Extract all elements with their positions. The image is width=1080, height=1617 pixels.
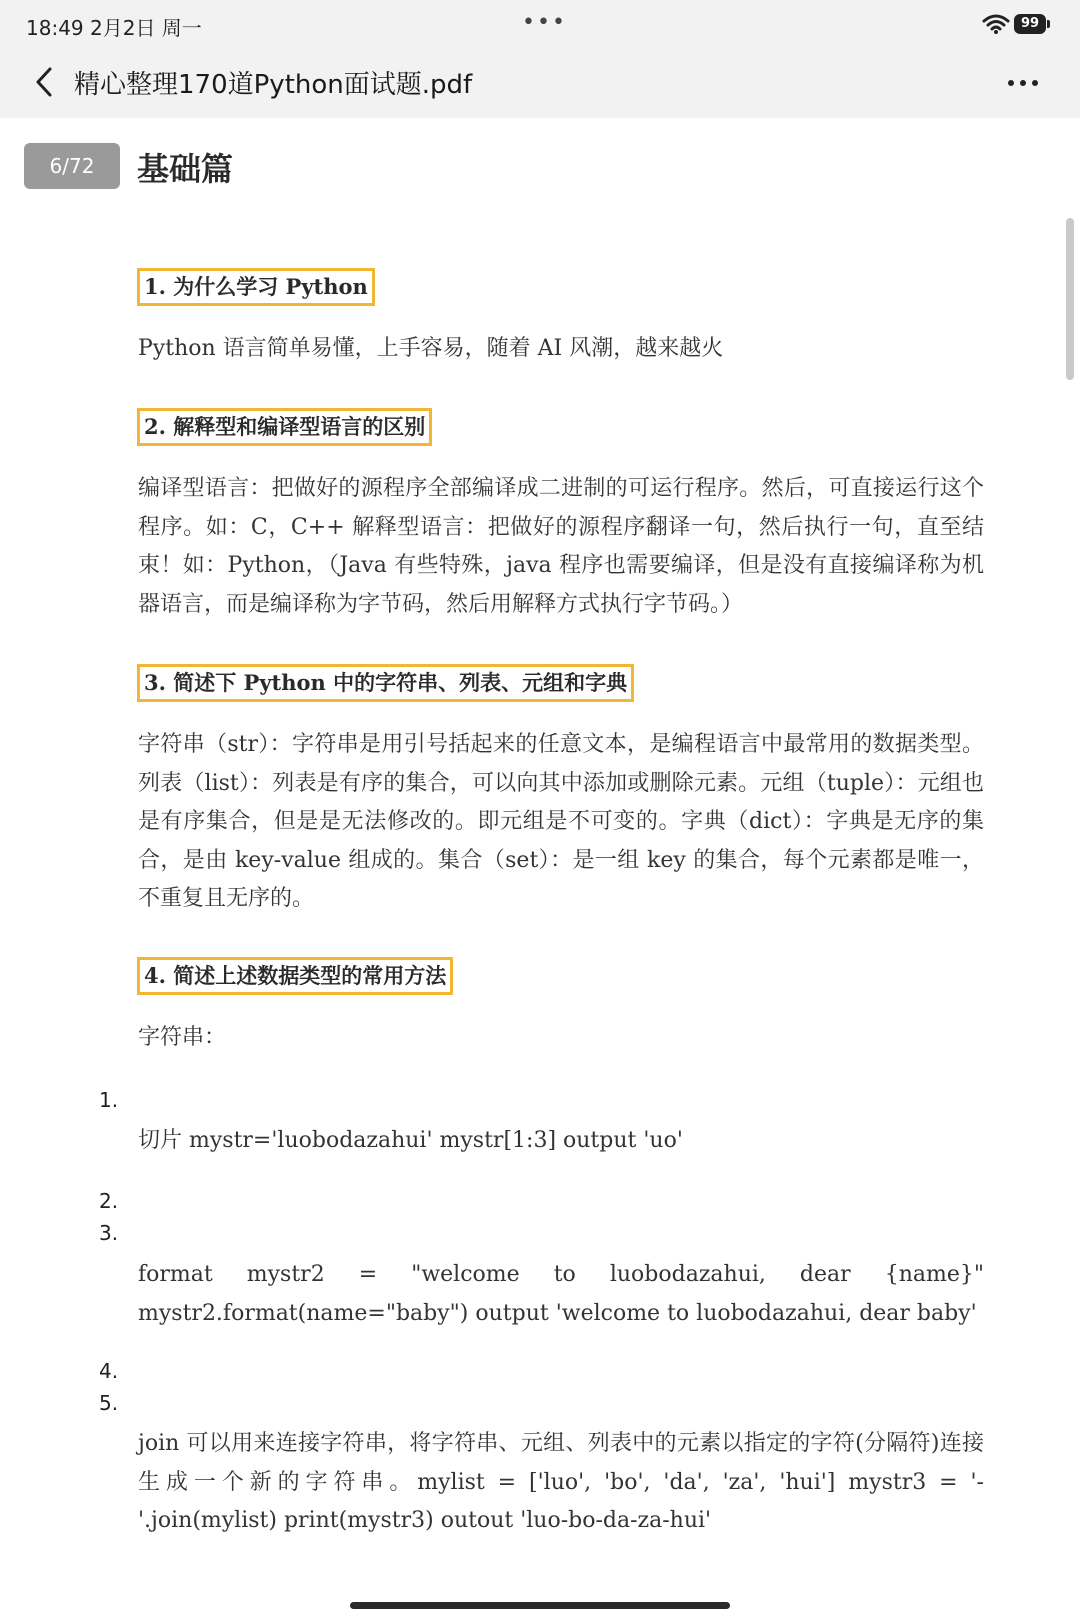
- list-item: 切片 mystr='luobodazahui' mystr[1:3] output 'uo': [138, 1128, 683, 1153]
- question-heading: 4. 简述上述数据类型的常用方法: [137, 957, 453, 995]
- list-number: 2.: [99, 1189, 119, 1213]
- battery-icon: 99: [1014, 14, 1046, 34]
- list-item: format mystr2 = "welcome to luobodazahui, dear {name}" mystr2.format(name="baby") output 'welcome to luobodazahui, dear baby': [138, 1262, 984, 1326]
- page-indicator: 6/72: [24, 143, 120, 189]
- multitask-dots-icon[interactable]: •••: [522, 10, 567, 35]
- list-item: join 可以用来连接字符串，将字符串、元组、列表中的元素以指定的字符(分隔符)连接生成一个新的字符串。mylist = ['luo', 'bo', 'da', 'za', 'hui'] mystr3 = '-'.join(mylist) print(mystr3) outout 'luo-bo-da-za-hui': [138, 1431, 984, 1533]
- home-indicator[interactable]: [350, 1602, 730, 1609]
- answer-text: Python 语言简单易懂，上手容易，随着 AI 风潮，越来越火: [138, 336, 724, 361]
- question-heading: 2. 解释型和编译型语言的区别: [137, 408, 432, 446]
- answer-text: 字符串：: [138, 1025, 227, 1050]
- list-number: 1.: [99, 1088, 119, 1112]
- list-number: 3.: [99, 1221, 119, 1245]
- section-title: 基础篇: [137, 150, 234, 188]
- document-title: 精心整理170道Python面试题.pdf: [74, 70, 473, 100]
- question-heading: 1. 为什么学习 Python: [137, 268, 375, 306]
- status-time: 18:49 2月2日 周一: [26, 16, 202, 40]
- list-number: 5.: [99, 1391, 119, 1415]
- answer-text: 字符串（str）：字符串是用引号括起来的任意文本，是编程语言中最常用的数据类型。列表（list）：列表是有序的集合，可以向其中添加或删除元素。元组（tuple）：元组也是有序集合，但是是无法修改的。即元组是不可变的。字典（dict）：字典是无序的集合，是由 key-value 组成的。集合（set）：是一组 key 的集合，每个元素都是唯一，不重复且无序的。: [138, 732, 984, 911]
- question-heading: 3. 简述下 Python 中的字符串、列表、元组和字典: [137, 664, 634, 702]
- list-number: 4.: [99, 1359, 119, 1383]
- answer-text: 编译型语言：把做好的源程序全部编译成二进制的可运行程序。然后，可直接运行这个程序。如：C，C++ 解释型语言：把做好的源程序翻译一句，然后执行一句，直至结束！如：Python，（Java 有些特殊，java 程序也需要编译，但是没有直接编译称为机器语言，而是编译称为字节码，然后用解释方式执行字节码。）: [138, 476, 984, 617]
